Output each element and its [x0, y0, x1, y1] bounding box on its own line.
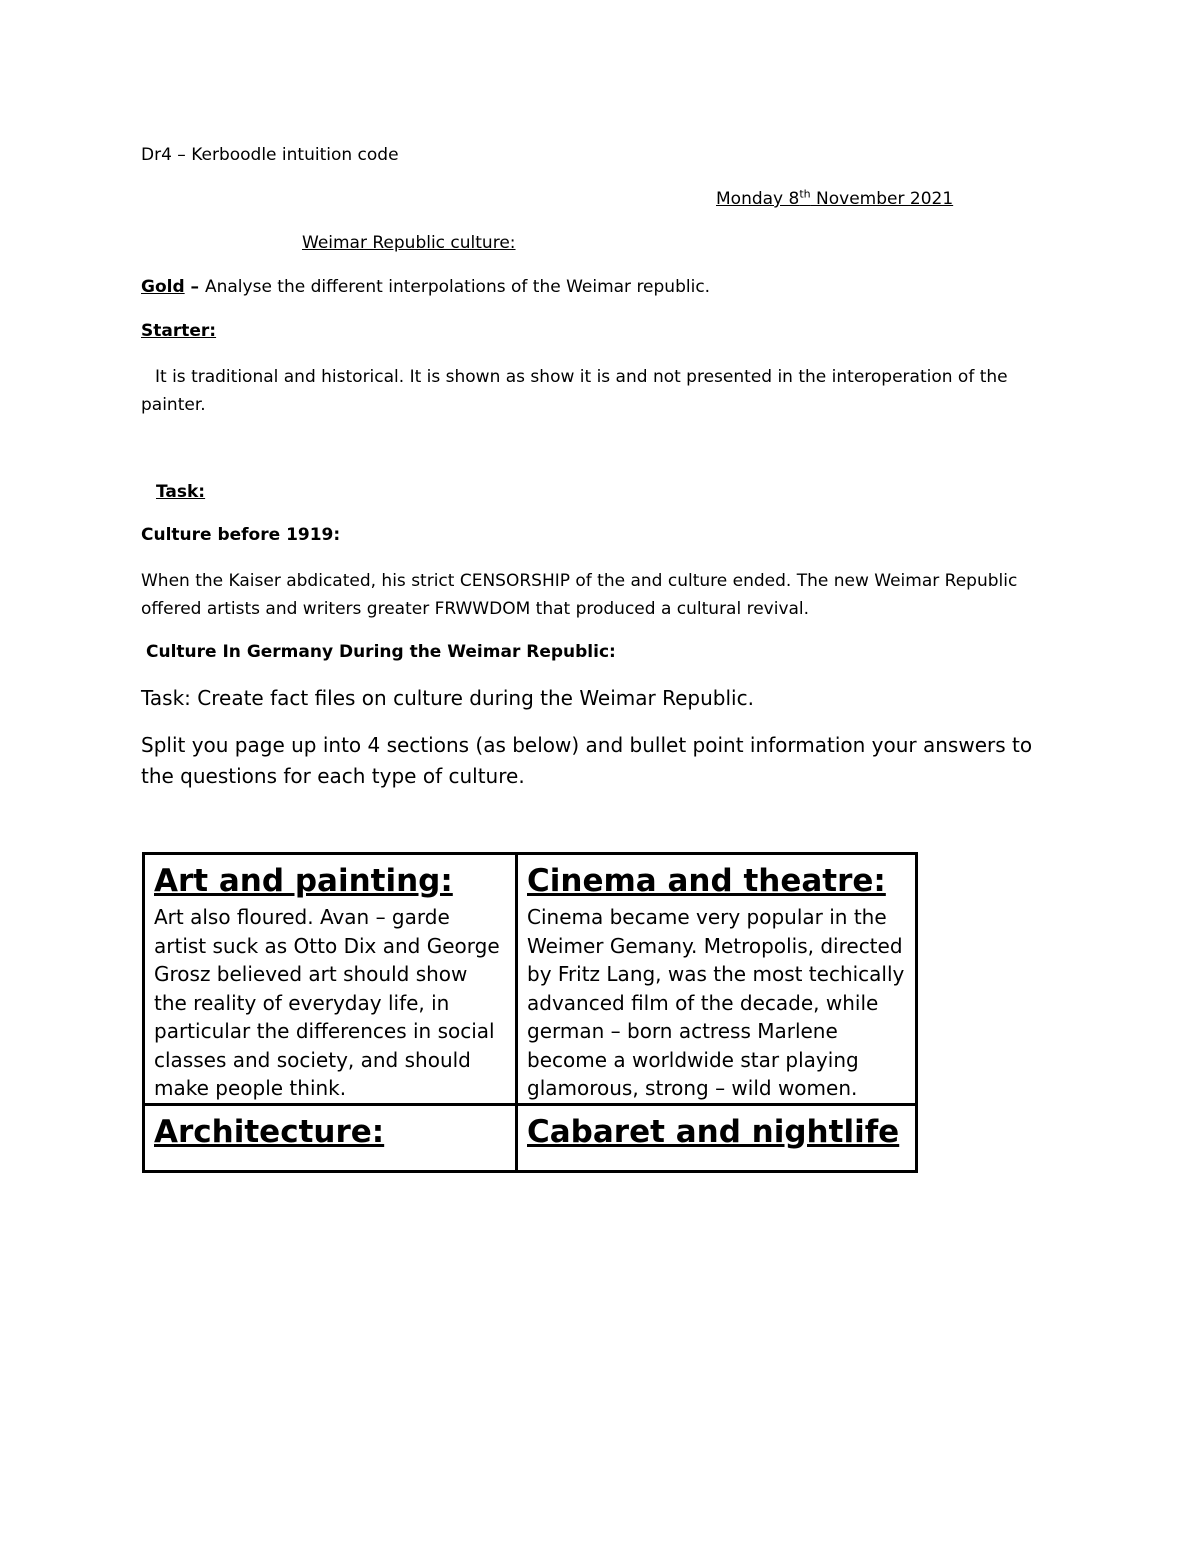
cinema-body: Cinema became very popular in the Weimer Gemany. Metropolis, directed by Fritz Lang, was the most techically advanced film of the decade, while german – born actress Marlene become a worldwide star playing glamorous, strong – wild women.	[527, 905, 905, 1100]
starter-heading: Starter:	[141, 321, 217, 341]
gold-label: Gold	[141, 277, 185, 297]
task-instruction: Task: Create fact files on culture during the Weimar Republic.	[141, 686, 754, 710]
gold-objective	[141, 277, 710, 297]
split-instruction: Split you page up into 4 sections (as below) and bullet point information your answers to the questions for each type of culture.	[141, 733, 1033, 788]
gold-dash: –	[184, 277, 205, 297]
task-heading: Task:	[156, 482, 206, 502]
kerboodle-code-line: Dr4 – Kerboodle intuition code	[141, 145, 399, 165]
starter-text: It is traditional and historical. It is shown as show it is and not presented in the interoperation of the painter.	[141, 367, 1008, 415]
before-1919-heading: Culture before 1919:	[141, 525, 341, 545]
grid-row-bottom	[144, 1104, 917, 1171]
during-weimar-heading: Culture In Germany During the Weimar Republic:	[146, 642, 616, 662]
page-title: Weimar Republic culture:	[302, 233, 516, 253]
gold-text: Analyse the different interpolations of the Weimar republic.	[204, 277, 711, 297]
art-body: Art also floured. Avan – garde artist suck as Otto Dix and George Grosz believed art should show the reality of everyday life, in particular the differences in social classes and society, and should make people think.	[154, 905, 500, 1100]
grid-row-top	[144, 854, 917, 1105]
date-ordinal: th	[799, 187, 811, 201]
before-1919-text: When the Kaiser abdicated, his strict CENSORSHIP of the and culture ended. The new Weimar Republic offered artists and writers greater FRWWDOM that produced a cultural revival.	[141, 571, 1018, 619]
architecture-cell	[144, 1104, 517, 1171]
architecture-heading: Architecture:	[154, 1113, 385, 1150]
art-heading: Art and painting:	[154, 863, 453, 899]
cinema-heading: Cinema and theatre:	[527, 863, 886, 899]
cabaret-heading: Cabaret and nightlife	[527, 1113, 900, 1150]
cabaret-cell	[517, 1104, 917, 1171]
cinema-cell	[517, 854, 917, 1105]
culture-fact-grid	[142, 852, 918, 1173]
date-prefix: Monday 8	[716, 189, 800, 209]
art-cell	[144, 854, 517, 1105]
lesson-date	[716, 189, 953, 209]
date-suffix: November 2021	[810, 189, 954, 209]
